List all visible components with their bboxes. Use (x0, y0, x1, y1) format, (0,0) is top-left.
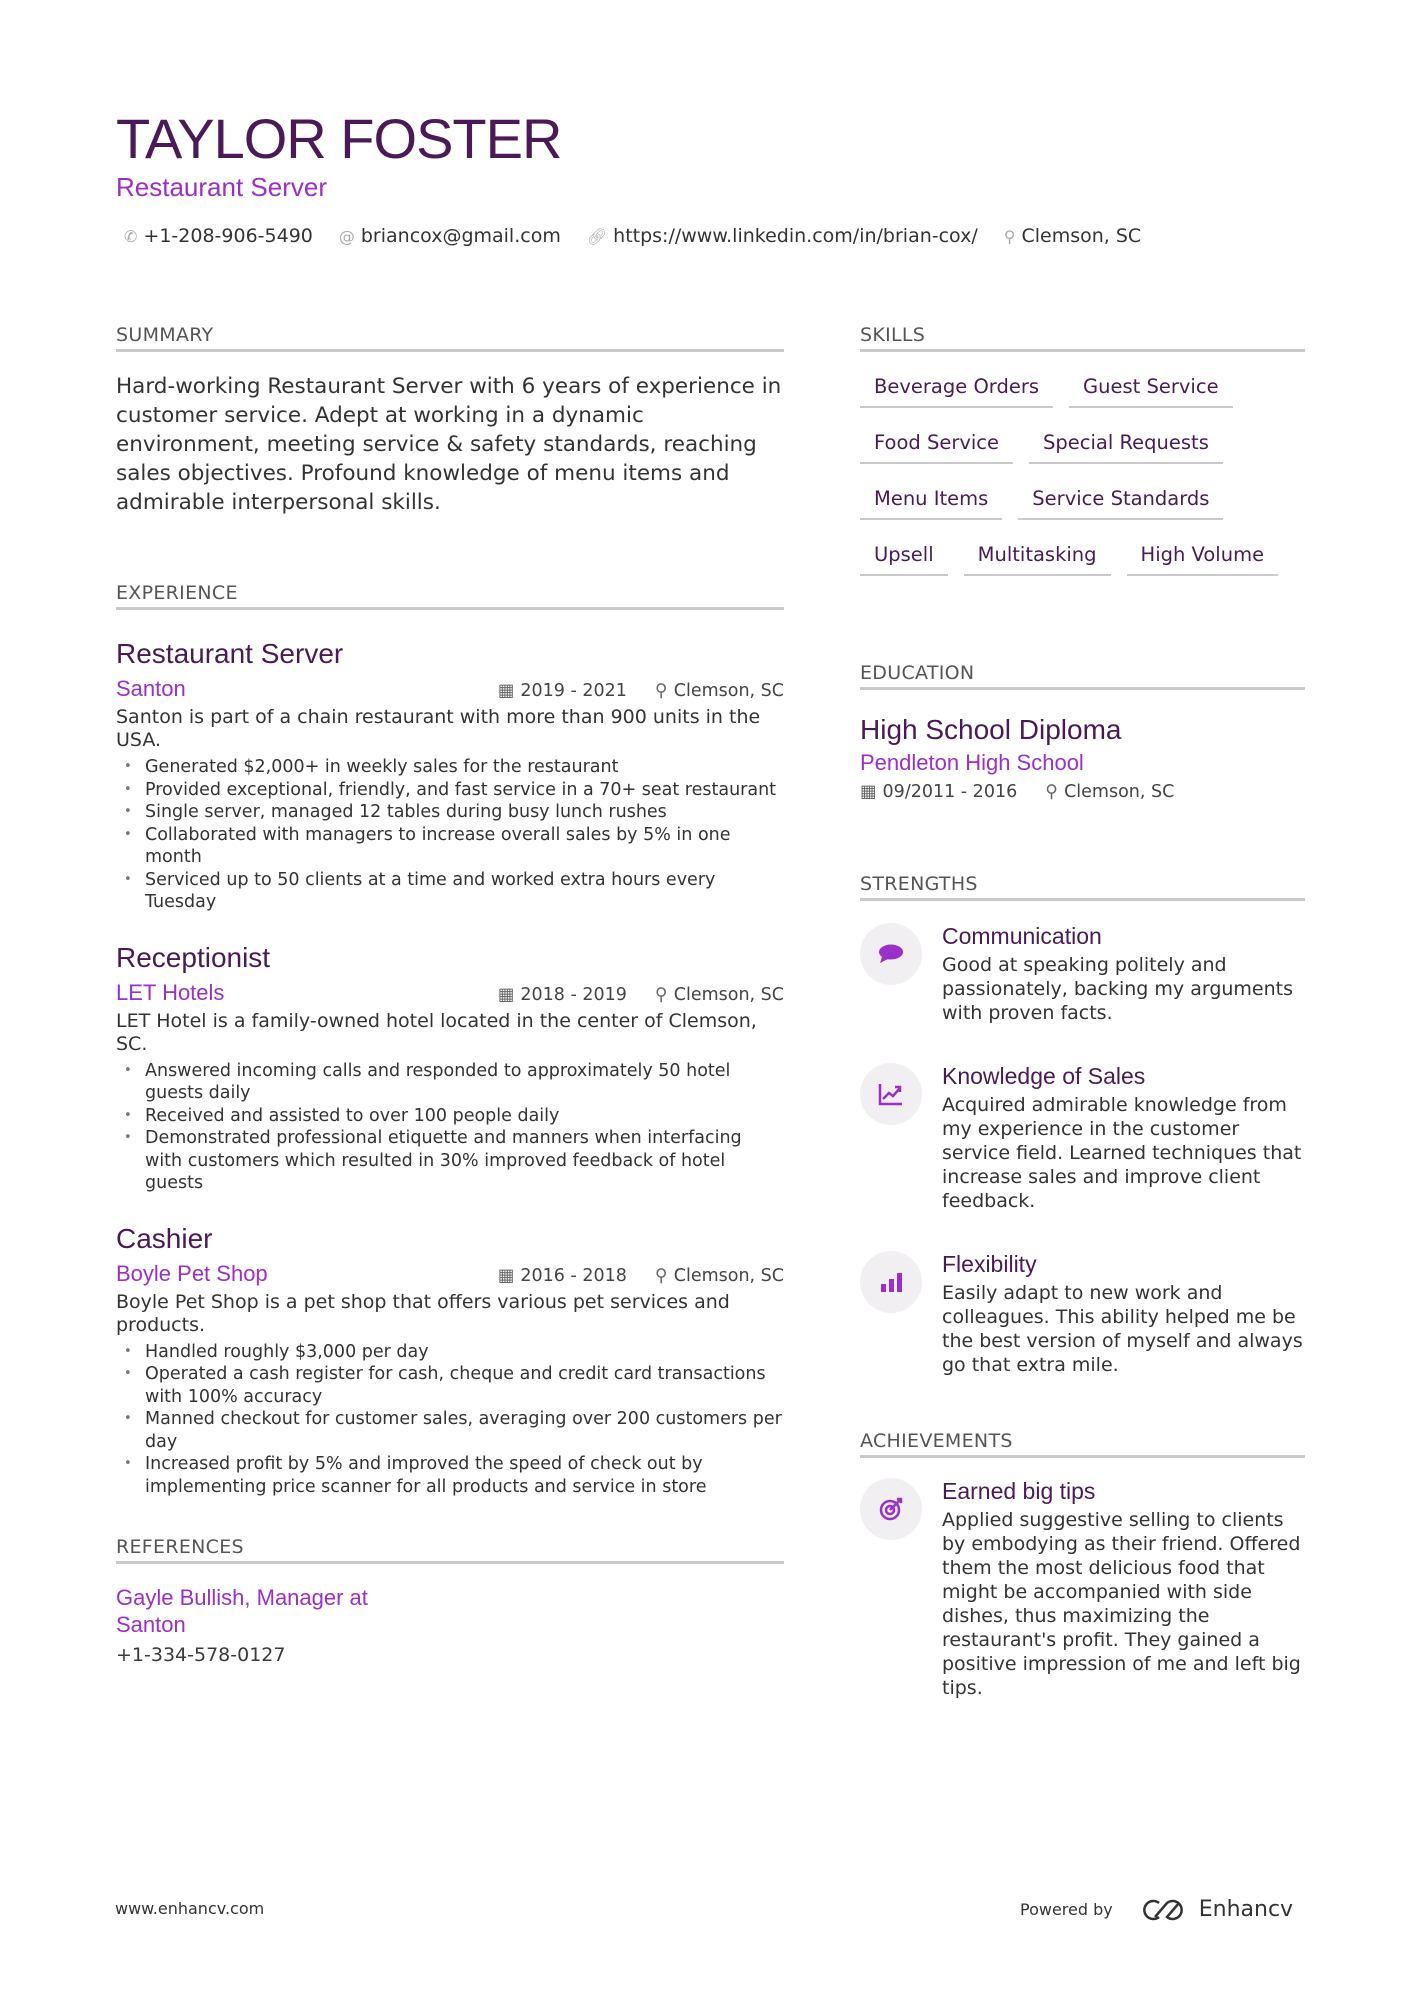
company-description: LET Hotel is a family-owned hotel located in the center of Clemson, SC. (116, 1009, 757, 1055)
strengths-item (860, 923, 1305, 1025)
item-title: Earned big tips (942, 1478, 1096, 1504)
phone: ✆ +1-208-906-5490 (124, 225, 313, 247)
company: LET Hotels (116, 979, 225, 1005)
candidate-title: Restaurant Server (116, 172, 327, 202)
job-title: Restaurant Server (116, 638, 344, 669)
company-description: Santon is part of a chain restaurant with more than 900 units in the USA. (116, 706, 761, 751)
section-heading: ACHIEVEMENTS (860, 1430, 1305, 1458)
item-description: Easily adapt to new work and colleagues. This ability helped me be the best version of myself and always go that extra mile. (942, 1282, 1303, 1376)
school: Pendleton High School (860, 750, 1084, 775)
item-description: Good at speaking politely and passionately, backing my arguments with proven facts. (942, 954, 1294, 1024)
achievements-section (860, 1430, 1305, 1700)
company-description: Boyle Pet Shop is a pet shop that offers various pet services and products. (116, 1290, 730, 1336)
pin-icon: ⚲ (654, 1265, 668, 1286)
skill-tag: Food Service (860, 426, 1013, 464)
pin-icon: ⚲ (1045, 782, 1059, 802)
skill-tag: Beverage Orders (860, 370, 1053, 408)
references-section (116, 1536, 784, 1666)
bullet-list (116, 756, 784, 914)
skill-tag: Multitasking (964, 538, 1111, 576)
reference-phone: +1-334-578-0127 (116, 1644, 286, 1666)
linkedin-link[interactable]: 🔗︎ https://www.linkedin.com/in/brian-cox/ (586, 225, 978, 247)
candidate-name: TAYLOR FOSTER (116, 107, 562, 170)
bullet-item: • Increased profit by 5% and improved the speed of check out by implementing price scanner for all products and service in store (116, 1453, 784, 1498)
pin-icon: ⚲ (1003, 227, 1016, 246)
summary-text: Hard-working Restaurant Server with 6 years of experience in customer service. Adept at working in a dynamic environment, meeting service & safety standards, reaching sales objectives. Profound knowledge of menu items and admirable interpersonal skills. (116, 374, 782, 515)
footer-brand: Powered by Enhancv (1020, 1897, 1294, 1922)
link-icon: 🔗︎ (586, 227, 608, 246)
location: ⚲ Clemson, SC (1045, 782, 1175, 802)
bar-chart-icon (860, 1251, 922, 1313)
location: ⚲ Clemson, SC (654, 1265, 784, 1286)
section-heading: EXPERIENCE (116, 582, 784, 610)
item-title: Communication (942, 923, 1102, 949)
skill-tag: Upsell (860, 538, 948, 576)
location: ⚲ Clemson, SC (1003, 225, 1142, 247)
item-description: Acquired admirable knowledge from my experience in the customer service field. Learned techniques that increase sales and improve client feedback. (942, 1094, 1302, 1212)
skill-tag: Guest Service (1069, 370, 1233, 408)
achievements-item (860, 1478, 1305, 1700)
job-entry (116, 638, 784, 914)
dates: ▦ 2019 - 2021 (497, 681, 627, 701)
bullet-item: • Single server, managed 12 tables during busy lunch rushes (116, 801, 784, 824)
skill-tag: Menu Items (860, 482, 1002, 520)
calendar-icon: ▦ (860, 782, 877, 802)
calendar-icon: ▦ (497, 681, 515, 701)
chart-line-icon (860, 1063, 922, 1125)
calendar-icon: ▦ (497, 1265, 515, 1286)
skill-tag: High Volume (1127, 538, 1279, 576)
bullet-item: • Answered incoming calls and responded to approximately 50 hotel guests daily (116, 1060, 784, 1105)
bullet-item: • Demonstrated professional etiquette and manners when interfacing with customers which resulted in 30% improved feedback of hotel guests (116, 1127, 784, 1195)
company: Santon (116, 676, 186, 701)
dates: ▦ 09/2011 - 2016 (860, 782, 1018, 802)
footer-site[interactable]: www.enhancv.com (115, 1899, 265, 1918)
dates: ▦ 2018 - 2019 (497, 984, 627, 1005)
item-title: Knowledge of Sales (942, 1063, 1146, 1089)
bullet-item: • Manned checkout for customer sales, averaging over 200 customers per day (116, 1408, 784, 1453)
section-heading: EDUCATION (860, 662, 1305, 690)
bullet-item: • Generated $2,000+ in weekly sales for the restaurant (116, 756, 784, 779)
bullet-item: • Serviced up to 50 clients at a time and worked extra hours every Tuesday (116, 869, 784, 914)
contact-bar (124, 225, 1141, 247)
summary-section (116, 324, 784, 517)
speech-bubble-icon (860, 923, 922, 985)
strengths-item (860, 1251, 1305, 1377)
bullet-item: • Collaborated with managers to increase overall sales by 5% in one month (116, 824, 784, 869)
job-entry (116, 1223, 784, 1499)
target-icon (860, 1478, 922, 1540)
education-section (860, 662, 1305, 802)
dates: ▦ 2016 - 2018 (497, 1265, 627, 1286)
section-heading: STRENGTHS (860, 873, 1305, 901)
bullet-item: • Operated a cash register for cash, cheque and credit card transactions with 100% accuracy (116, 1363, 784, 1408)
skill-tag: Service Standards (1018, 482, 1223, 520)
calendar-icon: ▦ (497, 984, 515, 1005)
section-heading: REFERENCES (116, 1536, 784, 1564)
enhancv-logo-icon (1139, 1898, 1187, 1922)
email[interactable]: @ briancox@gmail.com (338, 225, 561, 247)
skills-section (860, 324, 1305, 594)
at-icon: @ (338, 227, 355, 246)
phone-icon: ✆ (124, 227, 138, 246)
location: ⚲ Clemson, SC (654, 984, 784, 1005)
section-heading: SUMMARY (116, 324, 784, 352)
bullet-item: • Provided exceptional, friendly, and fast service in a 70+ seat restaurant (116, 779, 784, 802)
strengths-item (860, 1063, 1305, 1213)
job-entry (116, 942, 784, 1195)
skill-tag: Special Requests (1029, 426, 1223, 464)
bullet-list (116, 1060, 784, 1195)
degree: High School Diploma (860, 714, 1122, 745)
pin-icon: ⚲ (654, 984, 668, 1005)
strengths-section (860, 873, 1305, 1377)
job-title: Cashier (116, 1222, 213, 1254)
location: ⚲ Clemson, SC (654, 681, 784, 701)
item-description: Applied suggestive selling to clients by embodying as their friend. Offered them the most delicious food that might be accompanied with side dishes, thus maximizing the restaurant's profit. They gained a positive impression of me and left big tips. (942, 1509, 1301, 1699)
bullet-item: • Received and assisted to over 100 people daily (116, 1105, 784, 1128)
section-heading: SKILLS (860, 324, 1305, 352)
bullet-item: • Handled roughly $3,000 per day (116, 1341, 784, 1364)
pin-icon: ⚲ (654, 681, 668, 701)
company: Boyle Pet Shop (116, 1260, 268, 1286)
reference-name: Gayle Bullish, Manager at Santon (116, 1585, 368, 1637)
experience-section (116, 582, 784, 1498)
job-title: Receptionist (116, 941, 271, 973)
bullet-list (116, 1341, 784, 1499)
item-title: Flexibility (942, 1251, 1037, 1277)
